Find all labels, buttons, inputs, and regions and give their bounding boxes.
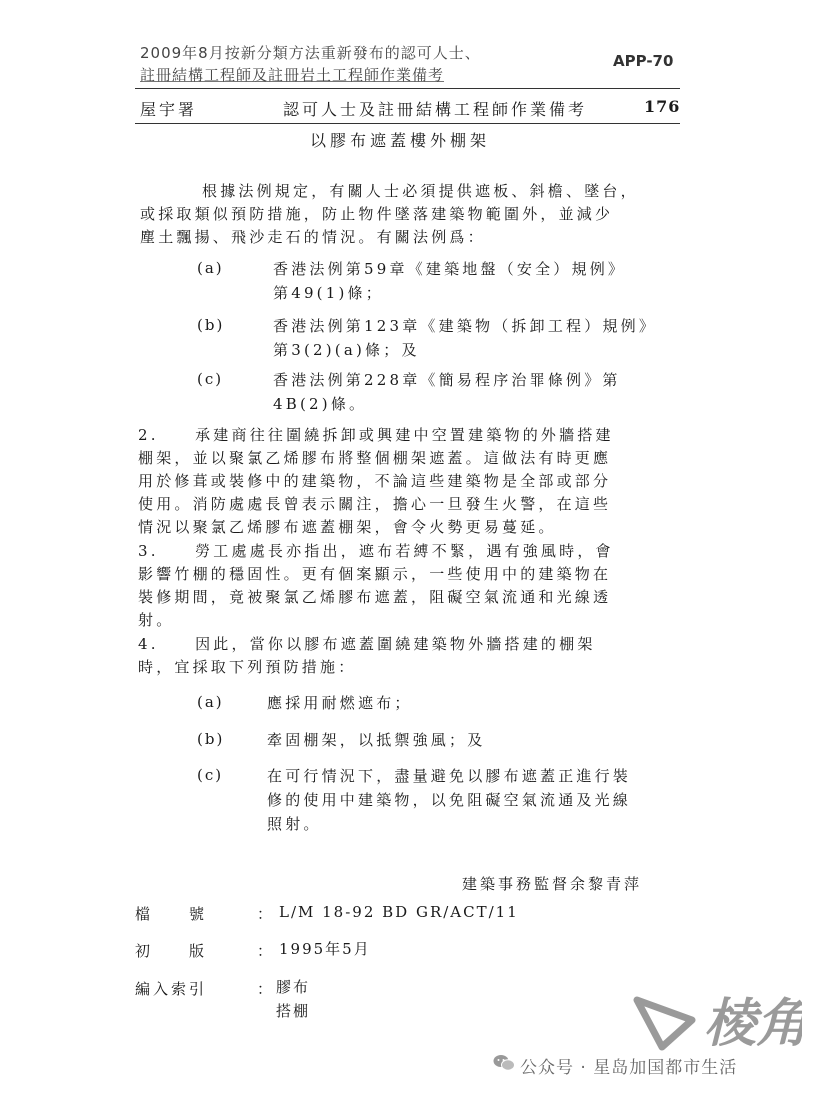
- index-value: 膠布: [276, 978, 311, 996]
- law-line: 香港法例第59章《建築地盤（安全）規例》: [273, 260, 627, 278]
- department-name: 屋宇署: [140, 100, 198, 119]
- paragraph-line: 使用。消防處處長曾表示關注，擔心一旦發生火警，在這些: [138, 495, 612, 513]
- paragraph-line: 棚架，並以聚氯乙烯膠布將整個棚架遮蓋。這做法有時更應: [138, 449, 612, 467]
- header-note: [140, 42, 481, 86]
- law-item-label: (c): [197, 370, 224, 388]
- paragraph-line: 4. 因此，當你以膠布遮蓋圍繞建築物外牆搭建的棚架: [138, 635, 596, 653]
- watermark-logo-text: 棱角: [704, 994, 802, 1054]
- measure-item-text: [267, 691, 413, 715]
- law-line: 第49(1)條；: [273, 284, 384, 302]
- intro-line: 根據法例規定，有關人士必須提供遮板、斜檐、墜台，: [202, 182, 639, 200]
- paragraph-3: [138, 540, 614, 632]
- first-issue-label: 初 版: [135, 942, 208, 960]
- measure-item-text: [267, 764, 631, 836]
- measure-line: 牽固棚架，以抵禦強風；及: [267, 731, 486, 749]
- law-item-text: [273, 257, 626, 305]
- file-ref-value: L/M 18-92 BD GR/ACT/11: [279, 903, 519, 921]
- measure-item-label: (a): [197, 693, 224, 711]
- watermark-account: 公众号 · 星岛加国都市生活: [520, 1058, 738, 1078]
- law-item-label: (a): [197, 259, 224, 277]
- measure-line: 照射。: [267, 815, 322, 833]
- measure-item-label: (b): [197, 730, 225, 748]
- paragraph-2: [138, 424, 614, 539]
- paragraph-line: 裝修期間，竟被聚氯乙烯膠布遮蓋，阻礙空氣流通和光線透: [138, 588, 612, 606]
- law-line: 香港法例第228章《簡易程序治罪條例》第: [273, 371, 621, 389]
- file-ref-colon: ：: [257, 905, 273, 923]
- wechat-icon: [493, 1054, 515, 1072]
- watermark-logo-icon: [632, 985, 802, 1055]
- practice-note-series-title: 認可人士及註冊結構工程師作業備考: [283, 100, 588, 119]
- paragraph-line: 用於修葺或裝修中的建築物，不論這些建築物是全部或部分: [138, 472, 612, 490]
- measure-line: 在可行情況下，盡量避免以膠布遮蓋正進行裝: [267, 767, 632, 785]
- paragraph-line: 影響竹棚的穩固性。更有個案顯示，一些使用中的建築物在: [138, 565, 612, 583]
- signature: 建築事務監督余黎青萍: [462, 875, 643, 893]
- measure-line: 應採用耐燃遮布；: [267, 694, 413, 712]
- law-line: 香港法例第123章《建築物（拆卸工程）規例》: [273, 317, 658, 335]
- law-item-text: [273, 368, 621, 416]
- app-code: APP-70: [613, 52, 674, 70]
- header-note-line1: 2009年8月按新分類方法重新發布的認可人士、: [140, 44, 481, 62]
- header-note-line2: 註冊結構工程師及註冊岩土工程師作業備考: [140, 66, 445, 84]
- intro-line: 或採取類似預防措施，防止物件墜落建築物範圍外，並減少: [140, 205, 614, 223]
- paragraph-line: 時，宜採取下列預防措施：: [138, 658, 357, 676]
- measure-line: 修的使用中建築物，以免阻礙空氣流通及光線: [267, 791, 632, 809]
- watermark-logo: [632, 985, 802, 1055]
- measure-item-label: (c): [197, 766, 224, 784]
- header-rule-bottom: [135, 123, 680, 124]
- file-ref-label: 檔 號: [135, 905, 208, 923]
- header-rule-top: [135, 88, 680, 89]
- practice-note-number: 176: [644, 97, 681, 116]
- law-item-label: (b): [197, 316, 225, 334]
- law-item-text: [273, 314, 657, 362]
- index-value: 搭棚: [276, 1002, 311, 1020]
- first-issue-colon: ：: [257, 942, 273, 960]
- paragraph-line: 3. 勞工處處長亦指出，遮布若縛不緊，遇有強風時，會: [138, 542, 614, 560]
- intro-line: 塵土飄揚、飛沙走石的情況。有關法例爲：: [140, 228, 486, 246]
- measure-item-text: [267, 728, 485, 752]
- first-issue-value: 1995年5月: [279, 940, 371, 958]
- paragraph-line: 射。: [138, 611, 175, 629]
- document-title: 以膠布遮蓋樓外棚架: [310, 131, 491, 150]
- paragraph-line: 情況以聚氯乙烯膠布遮蓋棚架，會令火勢更易蔓延。: [138, 518, 557, 536]
- index-label: 編入索引: [135, 980, 208, 998]
- intro-paragraph: [140, 180, 685, 249]
- law-line: 4B(2)條。: [273, 395, 368, 413]
- paragraph-line: 2. 承建商往往圍繞拆卸或興建中空置建築物的外牆搭建: [138, 426, 614, 444]
- law-line: 第3(2)(a)條；及: [273, 341, 420, 359]
- index-colon: ：: [257, 980, 273, 998]
- paragraph-4: [138, 633, 596, 679]
- index-values: [276, 975, 310, 1023]
